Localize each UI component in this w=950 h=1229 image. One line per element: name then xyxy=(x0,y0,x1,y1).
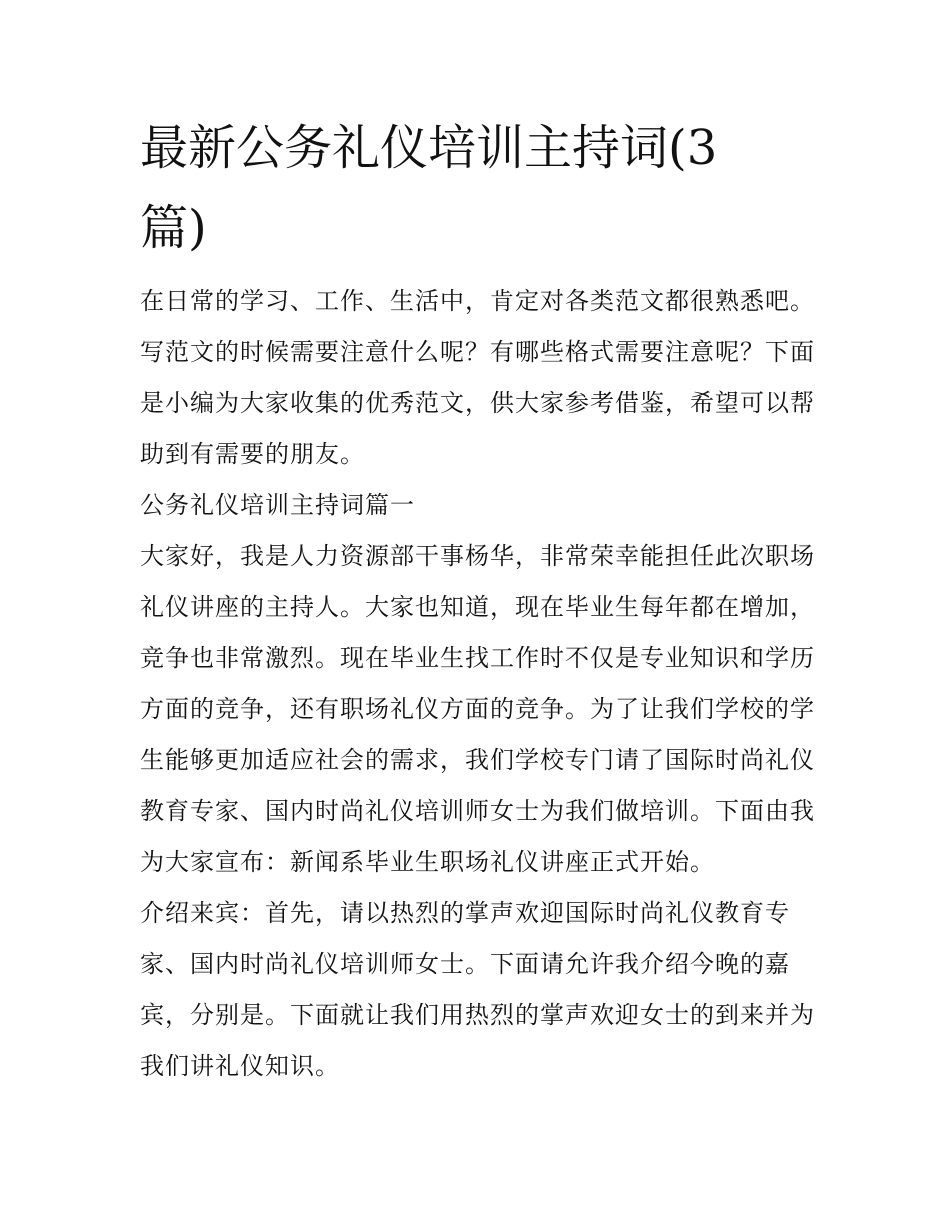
document-body xyxy=(140,276,815,1092)
section-heading: 公务礼仪培训主持词篇一 xyxy=(140,491,415,519)
document-title: 最新公务礼仪培训主持词(3篇) xyxy=(140,120,718,256)
guest-intro-paragraph: 介绍来宾：首先，请以热烈的掌声欢迎国际时尚礼仪教育专家、国内时尚礼仪培训师女士。下面请允许我介绍今晚的嘉宾，分别是。下面就让我们用热烈的掌声欢迎女士的到来并为我们讲礼仪知识。 xyxy=(140,899,815,1080)
intro-paragraph: 在日常的学习、工作、生活中，肯定对各类范文都很熟悉吧。写范文的时候需要注意什么呢？有哪些格式需要注意呢？下面是小编为大家收集的优秀范文，供大家参考借鉴，希望可以帮助到有需要的朋友。 xyxy=(140,287,815,468)
speech-paragraph: 大家好，我是人力资源部干事杨华，非常荣幸能担任此次职场礼仪讲座的主持人。大家也知道，现在毕业生每年都在增加，竞争也非常激烈。现在毕业生找工作时不仅是专业知识和学历方面的竞争，还有职场礼仪方面的竞争。为了让我们学校的学生能够更加适应社会的需求，我们学校专门请了国际时尚礼仪教育专家、国内时尚礼仪培训师女士为我们做培训。下面由我为大家宣布：新闻系毕业生职场礼仪讲座正式开始。 xyxy=(140,542,815,876)
